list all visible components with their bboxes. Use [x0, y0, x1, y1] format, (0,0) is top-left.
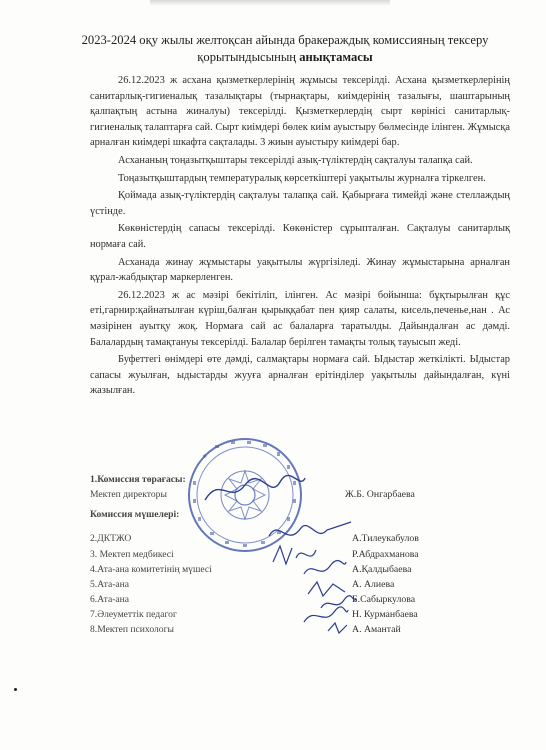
member-name: А. Амантай: [352, 624, 401, 635]
member-name: Н. Курманбаева: [352, 609, 418, 620]
title-line-2-part-b: анықтамасы: [299, 50, 373, 64]
document-title: [60, 32, 510, 66]
chair-label: 1.Комиссия төрағасы:: [90, 474, 186, 485]
member-role: 2.ДКТЖО: [90, 533, 132, 544]
scan-dot: [14, 688, 17, 691]
paragraph-vegetables: Көкөністердің сапасы тексерілді. Көкөністер сұрыпталған. Сақталуы санитарлық нормаға сай.: [90, 223, 510, 250]
paragraph-buffet: Буфеттегі өнімдері өте дәмді, салмақтары нормаға сай. Ыдыстар жеткілікті. Ыдыстар сапасы жуылған, ыдыстарды жууға арналған ерітінділер уақытылы дайындалған, күні жазылған.: [90, 354, 510, 397]
member-name: Б.Сабыркулова: [352, 594, 416, 605]
member-role: 4.Ата-ана комитетінің мүшесі: [90, 564, 212, 575]
member-name: Р.Абдрахманова: [352, 549, 419, 560]
paragraph-storage: Қоймада азық-түліктердің сақталуы талапқа сай. Қабырғаға тимейді және стеллаждың үстінде.: [90, 190, 510, 217]
paragraph-staff: 26.12.2023 ж асхана қызметкерлерінің жұмысы тексерілді. Асхана қызметкерлерінің санитарлық-гигиеналық тазалықтары (тырнақтары, киімдерінің тазалығы, шаштарының қалпақтың астына жиналуы) тексерілді. Қызметкерлердің сырт көрінісі санитарлық-гигиеналық талаптарға сай. Сырт киімдері бөлек киім ауыстыру бөлмесінде ілінген. Жұмысқа арналған киімдері шкафта сақталады. 3 жиын ауыстыру киімдері бар.: [90, 75, 510, 149]
director-label: Мектеп директоры: [90, 489, 167, 500]
member-role: 8.Мектеп психологы: [90, 624, 174, 635]
members-label: Комиссия мүшелері:: [90, 509, 180, 520]
title-line-1: 2023-2024 оқу жылы желтоқсан айында бракераждық комиссияның тексеру: [81, 33, 489, 47]
member-role: 6.Ата-ана: [90, 594, 130, 605]
member-name: А.Қалдыбаева: [352, 564, 412, 575]
member-signature-7: [325, 619, 351, 637]
member-name: А. Алиева: [352, 579, 395, 590]
member-role: 5.Ата-ана: [90, 579, 130, 590]
paragraph-cleaning: Асханада жинау жұмыстары уақытылы жүргізіледі. Жинау жұмыстарына арналған құрал-жабдықтар маркерленген.: [90, 256, 510, 284]
paragraph-menu: 26.12.2023 ж ас мәзірі бекітіліп, ілінген. Ас мәзірі бойынша: бұқтырылған құс еті,гарнир:қайнатылған күріш,балған қырыққабат пен қияр салаты, кисель,печенье,нан . Ас мәзірінен ауытқу жоқ. Нормаға сай ас балаларға таратылды. Дайындалған ас дәмді. Балалардың тамақтануы тексерілді. Балалар берілген тамақты толық тауысып жеді.: [90, 289, 510, 348]
title-line-2-part-a: қорытындысының: [197, 50, 300, 64]
paragraph-fridges: Асхананың тоңазытқыштары тексерілді азық-түліктердің сақталуы талапқа сай.: [118, 154, 473, 166]
chair-signature: [200, 470, 310, 510]
member-role: 3. Мектеп медбикесі: [90, 549, 174, 560]
paragraph-temperature: Тоңазытқыштардың температуралық көрсеткіштері уақытылы журналға тіркелген.: [118, 172, 486, 184]
member-role: 7.Әлеуметтік педагог: [90, 609, 177, 620]
report-body: [90, 73, 510, 401]
member-name: А.Тилеукабулов: [352, 533, 419, 544]
title-line-2: [60, 49, 510, 66]
director-name: Ж.Б. Онгарбаева: [345, 489, 415, 500]
scan-artifact: [150, 0, 390, 6]
